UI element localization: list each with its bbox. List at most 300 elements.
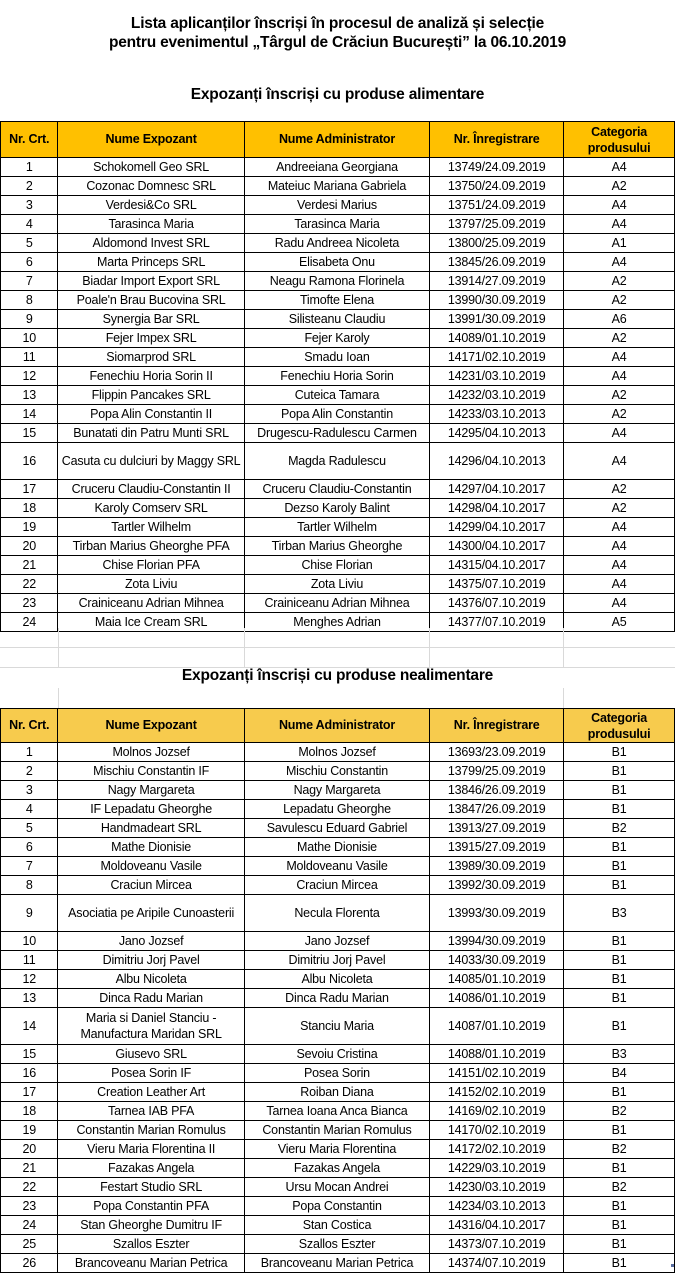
nume-administrator-cell[interactable]: Radu Andreea Nicoleta (244, 234, 429, 253)
nr-inregistrare-cell[interactable]: 13990/30.09.2019 (430, 291, 564, 310)
column-header-nr-crt[interactable]: Nr. Crt. (1, 709, 58, 743)
nume-administrator-cell[interactable]: Vieru Maria Florentina (244, 1140, 429, 1159)
table-row[interactable] (1, 158, 675, 177)
nume-administrator-cell[interactable]: Drugescu-Radulescu Carmen (244, 424, 429, 443)
categoria-cell[interactable]: B3 (564, 1045, 675, 1064)
nr-crt-cell[interactable]: 14 (1, 405, 58, 424)
nr-crt-cell[interactable]: 4 (1, 800, 58, 819)
categoria-cell[interactable]: B2 (564, 1140, 675, 1159)
categoria-cell[interactable]: A4 (564, 594, 675, 613)
nume-administrator-cell[interactable]: Smadu Ioan (244, 348, 429, 367)
nume-expozant-cell[interactable]: Tarnea IAB PFA (58, 1102, 244, 1121)
table-row[interactable] (1, 443, 675, 480)
nr-crt-cell[interactable]: 23 (1, 1197, 58, 1216)
nr-crt-cell[interactable]: 11 (1, 348, 58, 367)
nr-inregistrare-cell[interactable]: 13799/25.09.2019 (430, 762, 564, 781)
nr-inregistrare-cell[interactable]: 13913/27.09.2019 (430, 819, 564, 838)
nume-expozant-cell[interactable]: Stan Gheorghe Dumitru IF (58, 1216, 244, 1235)
categoria-cell[interactable]: B1 (564, 951, 675, 970)
nume-administrator-cell[interactable]: Mathe Dionisie (244, 838, 429, 857)
nr-crt-cell[interactable]: 18 (1, 1102, 58, 1121)
nume-administrator-cell[interactable]: Craciun Mircea (244, 876, 429, 895)
nume-administrator-cell[interactable]: Popa Constantin (244, 1197, 429, 1216)
categoria-cell[interactable]: B3 (564, 895, 675, 932)
table-row[interactable] (1, 196, 675, 215)
categoria-cell[interactable]: A4 (564, 518, 675, 537)
nume-administrator-cell[interactable]: Stanciu Maria (244, 1008, 429, 1045)
nume-expozant-cell[interactable]: Fazakas Angela (58, 1159, 244, 1178)
table-row[interactable] (1, 613, 675, 632)
nr-crt-cell[interactable]: 10 (1, 329, 58, 348)
nume-expozant-cell[interactable]: Moldoveanu Vasile (58, 857, 244, 876)
nume-administrator-cell[interactable]: Brancoveanu Marian Petrica (244, 1254, 429, 1273)
categoria-cell[interactable]: A2 (564, 480, 675, 499)
nr-inregistrare-cell[interactable]: 14234/03.10.2013 (430, 1197, 564, 1216)
nume-administrator-cell[interactable]: Ursu Mocan Andrei (244, 1178, 429, 1197)
categoria-cell[interactable]: A5 (564, 613, 675, 632)
table-row[interactable] (1, 1121, 675, 1140)
nr-crt-cell[interactable]: 2 (1, 177, 58, 196)
nr-crt-cell[interactable]: 18 (1, 499, 58, 518)
nume-administrator-cell[interactable]: Stan Costica (244, 1216, 429, 1235)
nr-crt-cell[interactable]: 5 (1, 234, 58, 253)
nume-administrator-cell[interactable]: Necula Florenta (244, 895, 429, 932)
nr-crt-cell[interactable]: 9 (1, 895, 58, 932)
nr-inregistrare-cell[interactable]: 14088/01.10.2019 (430, 1045, 564, 1064)
nume-expozant-cell[interactable]: IF Lepadatu Gheorghe (58, 800, 244, 819)
nume-administrator-cell[interactable]: Andreeiana Georgiana (244, 158, 429, 177)
nume-administrator-cell[interactable]: Albu Nicoleta (244, 970, 429, 989)
nr-crt-cell[interactable]: 12 (1, 970, 58, 989)
categoria-cell[interactable]: B4 (564, 1064, 675, 1083)
table-row[interactable] (1, 743, 675, 762)
nr-inregistrare-cell[interactable]: 14151/02.10.2019 (430, 1064, 564, 1083)
nume-expozant-cell[interactable]: Posea Sorin IF (58, 1064, 244, 1083)
nr-inregistrare-cell[interactable]: 14230/03.10.2019 (430, 1178, 564, 1197)
nume-administrator-cell[interactable]: Chise Florian (244, 556, 429, 575)
nume-administrator-cell[interactable]: Tarasinca Maria (244, 215, 429, 234)
nr-inregistrare-cell[interactable]: 13989/30.09.2019 (430, 857, 564, 876)
nr-inregistrare-cell[interactable]: 14295/04.10.2013 (430, 424, 564, 443)
table-row[interactable] (1, 405, 675, 424)
nr-crt-cell[interactable]: 8 (1, 876, 58, 895)
nr-crt-cell[interactable]: 3 (1, 196, 58, 215)
nr-crt-cell[interactable]: 15 (1, 424, 58, 443)
nr-crt-cell[interactable]: 19 (1, 518, 58, 537)
nume-administrator-cell[interactable]: Dimitriu Jorj Pavel (244, 951, 429, 970)
table-row[interactable] (1, 1235, 675, 1254)
nume-expozant-cell[interactable]: Poale'n Brau Bucovina SRL (58, 291, 244, 310)
nume-expozant-cell[interactable]: Craciun Mircea (58, 876, 244, 895)
nume-administrator-cell[interactable]: Mateiuc Mariana Gabriela (244, 177, 429, 196)
categoria-cell[interactable]: A4 (564, 575, 675, 594)
nr-crt-cell[interactable]: 1 (1, 158, 58, 177)
column-header-nume-administrator[interactable]: Nume Administrator (244, 709, 429, 743)
nr-inregistrare-cell[interactable]: 13847/26.09.2019 (430, 800, 564, 819)
nume-administrator-cell[interactable]: Jano Jozsef (244, 932, 429, 951)
nr-inregistrare-cell[interactable]: 14169/02.10.2019 (430, 1102, 564, 1121)
nume-administrator-cell[interactable]: Neagu Ramona Florinela (244, 272, 429, 291)
nume-expozant-cell[interactable]: Mischiu Constantin IF (58, 762, 244, 781)
nr-crt-cell[interactable]: 6 (1, 838, 58, 857)
table-row[interactable] (1, 1064, 675, 1083)
nr-inregistrare-cell[interactable]: 14086/01.10.2019 (430, 989, 564, 1008)
nume-expozant-cell[interactable]: Chise Florian PFA (58, 556, 244, 575)
categoria-cell[interactable]: B1 (564, 932, 675, 951)
nr-inregistrare-cell[interactable]: 13994/30.09.2019 (430, 932, 564, 951)
table-row[interactable] (1, 876, 675, 895)
table-row[interactable] (1, 819, 675, 838)
nr-crt-cell[interactable]: 5 (1, 819, 58, 838)
table-row[interactable] (1, 556, 675, 575)
nume-administrator-cell[interactable]: Fazakas Angela (244, 1159, 429, 1178)
nume-administrator-cell[interactable]: Dinca Radu Marian (244, 989, 429, 1008)
table-row[interactable] (1, 857, 675, 876)
nr-inregistrare-cell[interactable]: 14315/04.10.2017 (430, 556, 564, 575)
table-row[interactable] (1, 970, 675, 989)
categoria-cell[interactable]: B1 (564, 1159, 675, 1178)
table-row[interactable] (1, 272, 675, 291)
categoria-cell[interactable]: A1 (564, 234, 675, 253)
nr-inregistrare-cell[interactable]: 13797/25.09.2019 (430, 215, 564, 234)
nume-expozant-cell[interactable]: Constantin Marian Romulus (58, 1121, 244, 1140)
nr-inregistrare-cell[interactable]: 13751/24.09.2019 (430, 196, 564, 215)
categoria-cell[interactable]: A2 (564, 405, 675, 424)
nume-administrator-cell[interactable]: Popa Alin Constantin (244, 405, 429, 424)
nume-expozant-cell[interactable]: Verdesi&Co SRL (58, 196, 244, 215)
nume-expozant-cell[interactable]: Nagy Margareta (58, 781, 244, 800)
nume-administrator-cell[interactable]: Fejer Karoly (244, 329, 429, 348)
nr-crt-cell[interactable]: 2 (1, 762, 58, 781)
table-row[interactable] (1, 932, 675, 951)
column-header-nume-administrator[interactable]: Nume Administrator (244, 122, 429, 158)
table-row[interactable] (1, 1045, 675, 1064)
categoria-cell[interactable]: A2 (564, 291, 675, 310)
nume-administrator-cell[interactable]: Crainiceanu Adrian Mihnea (244, 594, 429, 613)
categoria-cell[interactable]: A4 (564, 556, 675, 575)
nume-expozant-cell[interactable]: Tirban Marius Gheorghe PFA (58, 537, 244, 556)
column-header-categoria-produsului[interactable]: Categoria produsului (564, 122, 675, 158)
nr-crt-cell[interactable]: 16 (1, 1064, 58, 1083)
nume-expozant-cell[interactable]: Aldomond Invest SRL (58, 234, 244, 253)
nr-crt-cell[interactable]: 21 (1, 556, 58, 575)
nr-inregistrare-cell[interactable]: 14296/04.10.2013 (430, 443, 564, 480)
categoria-cell[interactable]: B2 (564, 819, 675, 838)
nume-administrator-cell[interactable]: Molnos Jozsef (244, 743, 429, 762)
nume-administrator-cell[interactable]: Dezso Karoly Balint (244, 499, 429, 518)
table-row[interactable] (1, 518, 675, 537)
column-header-nr-inregistrare[interactable]: Nr. Înregistrare (430, 709, 564, 743)
nr-crt-cell[interactable]: 20 (1, 537, 58, 556)
nume-administrator-cell[interactable]: Lepadatu Gheorghe (244, 800, 429, 819)
nume-expozant-cell[interactable]: Tarasinca Maria (58, 215, 244, 234)
nume-expozant-cell[interactable]: Cruceru Claudiu-Constantin II (58, 480, 244, 499)
nume-administrator-cell[interactable]: Cuteica Tamara (244, 386, 429, 405)
nume-administrator-cell[interactable]: Silisteanu Claudiu (244, 310, 429, 329)
nr-crt-cell[interactable]: 15 (1, 1045, 58, 1064)
nr-inregistrare-cell[interactable]: 14172/02.10.2019 (430, 1140, 564, 1159)
categoria-cell[interactable]: A4 (564, 158, 675, 177)
categoria-cell[interactable]: B1 (564, 1083, 675, 1102)
nr-inregistrare-cell[interactable]: 14376/07.10.2019 (430, 594, 564, 613)
table-row[interactable] (1, 253, 675, 272)
categoria-cell[interactable]: A2 (564, 499, 675, 518)
nume-expozant-cell[interactable]: Creation Leather Art (58, 1083, 244, 1102)
categoria-cell[interactable]: A4 (564, 537, 675, 556)
nume-expozant-cell[interactable]: Popa Alin Constantin II (58, 405, 244, 424)
nr-inregistrare-cell[interactable]: 14233/03.10.2013 (430, 405, 564, 424)
nume-expozant-cell[interactable]: Mathe Dionisie (58, 838, 244, 857)
nume-expozant-cell[interactable]: Albu Nicoleta (58, 970, 244, 989)
nr-inregistrare-cell[interactable]: 13993/30.09.2019 (430, 895, 564, 932)
nume-administrator-cell[interactable]: Tartler Wilhelm (244, 518, 429, 537)
nr-crt-cell[interactable]: 24 (1, 1216, 58, 1235)
nr-inregistrare-cell[interactable]: 14033/30.09.2019 (430, 951, 564, 970)
nr-crt-cell[interactable]: 21 (1, 1159, 58, 1178)
table-row[interactable] (1, 424, 675, 443)
nume-administrator-cell[interactable]: Moldoveanu Vasile (244, 857, 429, 876)
nume-administrator-cell[interactable]: Savulescu Eduard Gabriel (244, 819, 429, 838)
table-row[interactable] (1, 537, 675, 556)
nume-expozant-cell[interactable]: Handmadeart SRL (58, 819, 244, 838)
nr-inregistrare-cell[interactable]: 13846/26.09.2019 (430, 781, 564, 800)
table-row[interactable] (1, 838, 675, 857)
categoria-cell[interactable]: A2 (564, 272, 675, 291)
nume-expozant-cell[interactable]: Fenechiu Horia Sorin II (58, 367, 244, 386)
categoria-cell[interactable]: A4 (564, 215, 675, 234)
table-row[interactable] (1, 1008, 675, 1045)
nr-inregistrare-cell[interactable]: 14300/04.10.2017 (430, 537, 564, 556)
nume-expozant-cell[interactable]: Schokomell Geo SRL (58, 158, 244, 177)
nr-inregistrare-cell[interactable]: 14085/01.10.2019 (430, 970, 564, 989)
nume-expozant-cell[interactable]: Siomarprod SRL (58, 348, 244, 367)
nr-inregistrare-cell[interactable]: 14089/01.10.2019 (430, 329, 564, 348)
categoria-cell[interactable]: A2 (564, 386, 675, 405)
nume-expozant-cell[interactable]: Jano Jozsef (58, 932, 244, 951)
nr-inregistrare-cell[interactable]: 13750/24.09.2019 (430, 177, 564, 196)
nr-crt-cell[interactable]: 7 (1, 857, 58, 876)
table-row[interactable] (1, 234, 675, 253)
nr-crt-cell[interactable]: 16 (1, 443, 58, 480)
nr-crt-cell[interactable]: 11 (1, 951, 58, 970)
nume-expozant-cell[interactable]: Asociatia pe Aripile Cunoasterii (58, 895, 244, 932)
nume-administrator-cell[interactable]: Fenechiu Horia Sorin (244, 367, 429, 386)
nume-expozant-cell[interactable]: Cozonac Domnesc SRL (58, 177, 244, 196)
nr-crt-cell[interactable]: 17 (1, 480, 58, 499)
table-row[interactable] (1, 1197, 675, 1216)
nr-crt-cell[interactable]: 23 (1, 594, 58, 613)
column-header-nume-expozant[interactable]: Nume Expozant (58, 122, 244, 158)
categoria-cell[interactable]: A4 (564, 196, 675, 215)
nume-expozant-cell[interactable]: Szallos Eszter (58, 1235, 244, 1254)
nr-inregistrare-cell[interactable]: 14170/02.10.2019 (430, 1121, 564, 1140)
nr-crt-cell[interactable]: 4 (1, 215, 58, 234)
categoria-cell[interactable]: A4 (564, 348, 675, 367)
categoria-cell[interactable]: B1 (564, 970, 675, 989)
categoria-cell[interactable]: A4 (564, 253, 675, 272)
table-row[interactable] (1, 310, 675, 329)
nume-expozant-cell[interactable]: Vieru Maria Florentina II (58, 1140, 244, 1159)
table-row[interactable] (1, 1140, 675, 1159)
nume-expozant-cell[interactable]: Casuta cu dulciuri by Maggy SRL (58, 443, 244, 480)
nr-crt-cell[interactable]: 25 (1, 1235, 58, 1254)
categoria-cell[interactable]: B1 (564, 1197, 675, 1216)
column-header-nr-inregistrare[interactable]: Nr. Înregistrare (430, 122, 564, 158)
categoria-cell[interactable]: A4 (564, 367, 675, 386)
nr-inregistrare-cell[interactable]: 13845/26.09.2019 (430, 253, 564, 272)
table-row[interactable] (1, 177, 675, 196)
nume-expozant-cell[interactable]: Dimitriu Jorj Pavel (58, 951, 244, 970)
categoria-cell[interactable]: B1 (564, 1121, 675, 1140)
nr-crt-cell[interactable]: 14 (1, 1008, 58, 1045)
table-row[interactable] (1, 1159, 675, 1178)
nr-crt-cell[interactable]: 17 (1, 1083, 58, 1102)
nr-inregistrare-cell[interactable]: 13749/24.09.2019 (430, 158, 564, 177)
nr-crt-cell[interactable]: 7 (1, 272, 58, 291)
nr-inregistrare-cell[interactable]: 14298/04.10.2017 (430, 499, 564, 518)
table-row[interactable] (1, 1083, 675, 1102)
categoria-cell[interactable]: B1 (564, 857, 675, 876)
categoria-cell[interactable]: A2 (564, 177, 675, 196)
table-row[interactable] (1, 348, 675, 367)
nume-expozant-cell[interactable]: Fejer Impex SRL (58, 329, 244, 348)
nr-inregistrare-cell[interactable]: 14152/02.10.2019 (430, 1083, 564, 1102)
column-header-nr-crt[interactable]: Nr. Crt. (1, 122, 58, 158)
nr-inregistrare-cell[interactable]: 14375/07.10.2019 (430, 575, 564, 594)
nume-expozant-cell[interactable]: Crainiceanu Adrian Mihnea (58, 594, 244, 613)
nr-crt-cell[interactable]: 9 (1, 310, 58, 329)
nume-expozant-cell[interactable]: Molnos Jozsef (58, 743, 244, 762)
nr-crt-cell[interactable]: 20 (1, 1140, 58, 1159)
nr-inregistrare-cell[interactable]: 14316/04.10.2017 (430, 1216, 564, 1235)
table-row[interactable] (1, 215, 675, 234)
categoria-cell[interactable]: B1 (564, 989, 675, 1008)
nr-inregistrare-cell[interactable]: 14374/07.10.2019 (430, 1254, 564, 1273)
table-row[interactable] (1, 781, 675, 800)
nr-crt-cell[interactable]: 22 (1, 575, 58, 594)
categoria-cell[interactable]: B2 (564, 1178, 675, 1197)
nr-inregistrare-cell[interactable]: 14377/07.10.2019 (430, 613, 564, 632)
table-row[interactable] (1, 951, 675, 970)
nume-administrator-cell[interactable]: Magda Radulescu (244, 443, 429, 480)
nume-administrator-cell[interactable]: Nagy Margareta (244, 781, 429, 800)
table-row[interactable] (1, 1216, 675, 1235)
categoria-cell[interactable]: B2 (564, 1102, 675, 1121)
nume-administrator-cell[interactable]: Verdesi Marius (244, 196, 429, 215)
nume-expozant-cell[interactable]: Giusevo SRL (58, 1045, 244, 1064)
nr-inregistrare-cell[interactable]: 13991/30.09.2019 (430, 310, 564, 329)
nr-inregistrare-cell[interactable]: 14229/03.10.2019 (430, 1159, 564, 1178)
categoria-cell[interactable]: A2 (564, 329, 675, 348)
nr-crt-cell[interactable]: 6 (1, 253, 58, 272)
categoria-cell[interactable]: B1 (564, 838, 675, 857)
table-row[interactable] (1, 575, 675, 594)
nume-expozant-cell[interactable]: Marta Princeps SRL (58, 253, 244, 272)
table-row[interactable] (1, 1102, 675, 1121)
nume-administrator-cell[interactable]: Zota Liviu (244, 575, 429, 594)
nr-crt-cell[interactable]: 13 (1, 386, 58, 405)
table-row[interactable] (1, 762, 675, 781)
nr-inregistrare-cell[interactable]: 14171/02.10.2019 (430, 348, 564, 367)
nr-crt-cell[interactable]: 1 (1, 743, 58, 762)
nr-inregistrare-cell[interactable]: 14373/07.10.2019 (430, 1235, 564, 1254)
categoria-cell[interactable]: B1 (564, 1235, 675, 1254)
nume-expozant-cell[interactable]: Biadar Import Export SRL (58, 272, 244, 291)
nr-inregistrare-cell[interactable]: 14299/04.10.2017 (430, 518, 564, 537)
nume-expozant-cell[interactable]: Dinca Radu Marian (58, 989, 244, 1008)
table-row[interactable] (1, 1178, 675, 1197)
table-row[interactable] (1, 386, 675, 405)
nr-crt-cell[interactable]: 19 (1, 1121, 58, 1140)
categoria-cell[interactable]: B1 (564, 1254, 675, 1273)
categoria-cell[interactable]: A6 (564, 310, 675, 329)
categoria-cell[interactable]: B1 (564, 800, 675, 819)
nr-crt-cell[interactable]: 8 (1, 291, 58, 310)
table-row[interactable] (1, 800, 675, 819)
nume-administrator-cell[interactable]: Tirban Marius Gheorghe (244, 537, 429, 556)
nr-inregistrare-cell[interactable]: 13914/27.09.2019 (430, 272, 564, 291)
nume-administrator-cell[interactable]: Constantin Marian Romulus (244, 1121, 429, 1140)
categoria-cell[interactable]: A4 (564, 424, 675, 443)
nr-inregistrare-cell[interactable]: 13992/30.09.2019 (430, 876, 564, 895)
nume-administrator-cell[interactable]: Timofte Elena (244, 291, 429, 310)
selection-fill-handle[interactable] (671, 1264, 674, 1267)
nr-crt-cell[interactable]: 10 (1, 932, 58, 951)
nume-administrator-cell[interactable]: Roiban Diana (244, 1083, 429, 1102)
nr-inregistrare-cell[interactable]: 14297/04.10.2017 (430, 480, 564, 499)
column-header-nume-expozant[interactable]: Nume Expozant (58, 709, 244, 743)
nr-inregistrare-cell[interactable]: 14231/03.10.2019 (430, 367, 564, 386)
table-row[interactable] (1, 989, 675, 1008)
categoria-cell[interactable]: B1 (564, 781, 675, 800)
nr-inregistrare-cell[interactable]: 14087/01.10.2019 (430, 1008, 564, 1045)
nume-administrator-cell[interactable]: Szallos Eszter (244, 1235, 429, 1254)
nume-administrator-cell[interactable]: Menghes Adrian (244, 613, 429, 632)
table-row[interactable] (1, 329, 675, 348)
nume-administrator-cell[interactable]: Mischiu Constantin (244, 762, 429, 781)
table-row[interactable] (1, 480, 675, 499)
categoria-cell[interactable]: B1 (564, 743, 675, 762)
nume-administrator-cell[interactable]: Tarnea Ioana Anca Bianca (244, 1102, 429, 1121)
nr-crt-cell[interactable]: 3 (1, 781, 58, 800)
column-header-categoria-produsului[interactable]: Categoria produsului (564, 709, 675, 743)
nume-expozant-cell[interactable]: Synergia Bar SRL (58, 310, 244, 329)
nr-inregistrare-cell[interactable]: 13693/23.09.2019 (430, 743, 564, 762)
nr-crt-cell[interactable]: 22 (1, 1178, 58, 1197)
nr-crt-cell[interactable]: 12 (1, 367, 58, 386)
nume-expozant-cell[interactable]: Maia Ice Cream SRL (58, 613, 244, 632)
nume-administrator-cell[interactable]: Cruceru Claudiu-Constantin (244, 480, 429, 499)
nume-administrator-cell[interactable]: Elisabeta Onu (244, 253, 429, 272)
nume-expozant-cell[interactable]: Popa Constantin PFA (58, 1197, 244, 1216)
nr-inregistrare-cell[interactable]: 13915/27.09.2019 (430, 838, 564, 857)
nume-expozant-cell[interactable]: Bunatati din Patru Munti SRL (58, 424, 244, 443)
categoria-cell[interactable]: B1 (564, 1216, 675, 1235)
table-row[interactable] (1, 367, 675, 386)
categoria-cell[interactable]: B1 (564, 762, 675, 781)
table-row[interactable] (1, 594, 675, 613)
nume-expozant-cell[interactable]: Karoly Comserv SRL (58, 499, 244, 518)
nr-inregistrare-cell[interactable]: 13800/25.09.2019 (430, 234, 564, 253)
nume-expozant-cell[interactable]: Festart Studio SRL (58, 1178, 244, 1197)
nume-administrator-cell[interactable]: Sevoiu Cristina (244, 1045, 429, 1064)
table-row[interactable] (1, 499, 675, 518)
table-row[interactable] (1, 291, 675, 310)
nume-expozant-cell[interactable]: Flippin Pancakes SRL (58, 386, 244, 405)
nume-expozant-cell[interactable]: Tartler Wilhelm (58, 518, 244, 537)
nume-administrator-cell[interactable]: Posea Sorin (244, 1064, 429, 1083)
table-row[interactable] (1, 895, 675, 932)
